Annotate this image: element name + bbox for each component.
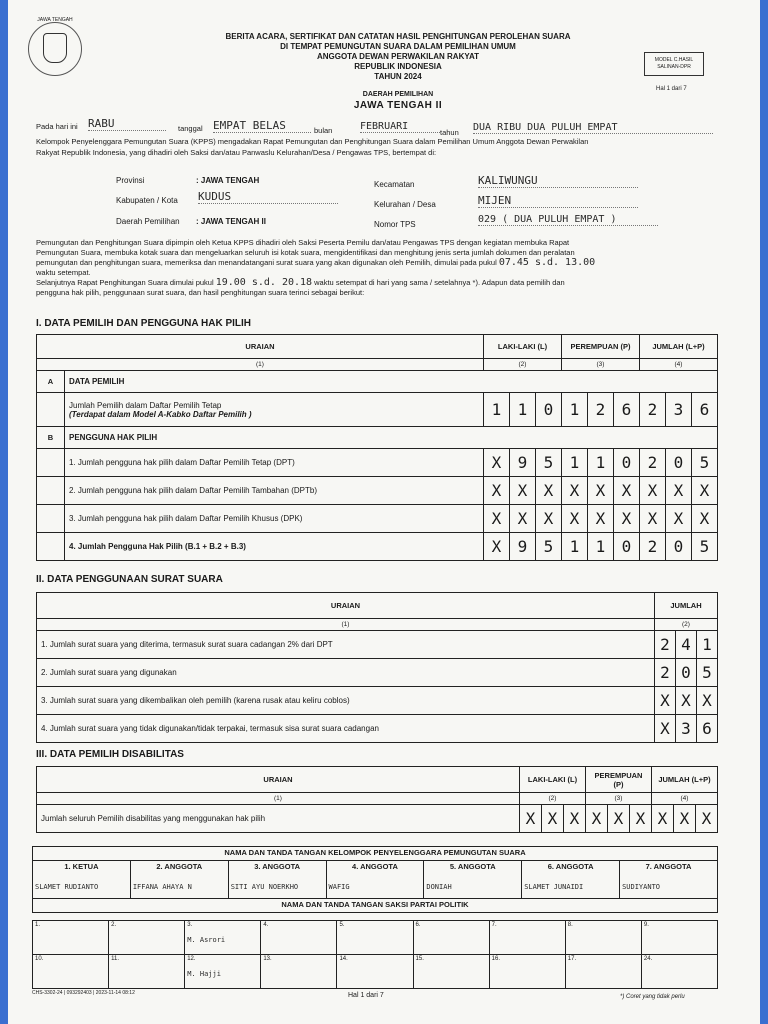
kpps-signature-table: NAMA DAN TANDA TANGAN KELOMPOK PENYELENGGARA PEMUNGUTAN SUARA 1. KETUA SLAMET RUDIANTO 2. ANGGOTA IFFANA AHAYA N 3. ANGGOTA SITI AYU NOERKHO 4. ANGGOTA WAFIG 5. ANGGOTA DONIAH 6. ANGGOTA SLAMET JUNAIDI 7. ANGGOTA SUDIYANTO NAMA DAN TANDA TANGAN SAKSI PARTAI POLITIK — [32, 846, 718, 913]
table-row: Jumlah seluruh Pemilih disabilitas yang menggunakan hak pilih X X X X X X X X X — [37, 805, 718, 833]
bulan-label: bulan — [314, 126, 333, 135]
form-page — [8, 0, 760, 1024]
start-time: 07.45 s.d. 13.00 — [498, 257, 596, 268]
group-a-label: DATA PEMILIH — [65, 371, 718, 393]
form-title: BERITA ACARA, SERTIFIKAT DAN CATATAN HASIL PENGHITUNGAN PEROLEHAN SUARA DI TEMPAT PEMUNGUTAN SUARA DALAM PEMILIHAN UMUM ANGGOTA DEWAN PERWAKILAN RAKYAT REPUBLIK INDONESIA TAHUN 2024 — [225, 32, 571, 81]
kelurahan-label: Kelurahan / Desa — [374, 200, 436, 209]
section-2-table: URAIAN JUMLAH (1) (2) 1. Jumlah surat suara yang diterima, termasuk surat suara cadangan 2% dari DPT 2 4 1 2. Jumlah surat suara yang digunakan 2 0 5 3. Jumlah surat suara yang dikembalikan oleh pemilih (karena rusak atau keliru coblos) X X X 4. Jumlah surat suara yang tidak digunakan/tidak terpakai, termasuk sisa surat suara cadangan X 3 6 — [36, 592, 718, 743]
daerah-pemilihan-value: : JAWA TENGAH II — [196, 217, 266, 226]
pada-hari-ini-label: Pada hari ini — [36, 122, 78, 131]
saksi-name: M. Asrori — [187, 936, 226, 944]
table-row: 1. Jumlah pengguna hak pilih dalam Daftar Pemilih Tetap (DPT) X 9 5 1 1 0 2 0 5 — [37, 449, 718, 477]
table-row: 1. Jumlah surat suara yang diterima, termasuk surat suara cadangan 2% dari DPT 2 4 1 — [37, 631, 718, 659]
procedure-paragraph: Pemungutan dan Penghitungan Suara dipimpin oleh Ketua KPPS dihadiri oleh Saksi Peserta Pemilu dan/atau Pengawas TPS dengan kegiatan membuka Rapat Pemungutan Suara, membuka kotak suara dan mengeluarkan seluruh isi kotak suara, mengidentifikasi dan menghitung jenis serta jumlah dokumen dan peralatan pemungutan dan penghitungan suara, memeriksa dan menandatangani surat suara yang akan digunakan oleh Pemilih, dimulai pada pukul 07.45 s.d. 13.00 waktu setempat. Selanjutnya Rapat Penghitungan Suara dimulai pukul 19.00 s.d. 20.18 waktu setempat di hari yang sama / setelahnya *). Adapun data pemilih dan pengguna hak pilih, penggunaan surat suara, dan hasil penghitungan suara terinci sebagai berikut: — [36, 238, 596, 297]
table-row: Jumlah Pemilih dalam Daftar Pemilih Tetap (Terdapat dalam Model A-Kabko Daftar Pemilih ) 1 1 0 1 2 6 2 3 6 — [37, 393, 718, 427]
signature-name: SUDIYANTO — [622, 883, 660, 891]
section-2-title: II. DATA PENGGUNAAN SURAT SUARA — [36, 574, 223, 585]
kabupaten-label: Kabupaten / Kota — [116, 196, 178, 205]
tahun-field: DUA RIBU DUA PULUH EMPAT — [473, 122, 713, 134]
table-row: 4. Jumlah surat suara yang tidak digunakan/tidak terpakai, termasuk sisa surat suara cadangan X 3 6 — [37, 715, 718, 743]
intro-line-3: Rakyat Republik Indonesia, yang dihadiri oleh Saksi dan/atau Panwaslu Kelurahan/Desa / Pengawas TPS, bertempat di: — [36, 148, 437, 157]
tps-value: 029 ( DUA PULUH EMPAT ) — [478, 214, 658, 226]
table-row: 3. Jumlah surat suara yang dikembalikan oleh pemilih (karena rusak atau keliru coblos) X X X — [37, 687, 718, 715]
group-b-label: PENGGUNA HAK PILIH — [65, 427, 718, 449]
daerah-pemilihan-label: Daerah Pemilihan — [116, 217, 180, 226]
footer-page: Hal 1 dari 7 — [348, 992, 384, 999]
signature-name: SLAMET RUDIANTO — [35, 883, 99, 891]
signature-name: DONIAH — [426, 883, 452, 891]
tps-label: Nomor TPS — [374, 220, 416, 229]
footer-note: *) Coret yang tidak perlu — [620, 994, 685, 1000]
signature-name: WAFIG — [328, 883, 350, 891]
signature-name: SLAMET JUNAIDI — [524, 883, 584, 891]
emblem-shield-icon — [43, 33, 67, 63]
tahun-label: tahun — [440, 128, 459, 137]
bulan-field: FEBRUARI — [360, 121, 440, 133]
model-box: MODEL C.HASIL SALINAN-DPR — [644, 52, 704, 76]
section-1-title: I. DATA PEMILIH DAN PENGGUNA HAK PILIH — [36, 318, 251, 329]
table-row: 3. Jumlah pengguna hak pilih dalam Daftar Pemilih Khusus (DPK) X X X X X X X X X — [37, 505, 718, 533]
provinsi-label: Provinsi — [116, 176, 145, 185]
saksi-name: M. Hajji — [187, 970, 221, 978]
kecamatan-value: KALIWUNGU — [478, 174, 638, 188]
saksi-signature-table: 1. 2. 3. M. Asrori 4. 5. 6. 7. 8. 9. 10. 11. 12. M. Hajji 13. 14. 15. 16. 17. 24. — [32, 920, 718, 989]
daerah-label: DAERAH PEMILIHAN — [362, 91, 434, 98]
signature-name: IFFANA AHAYA N — [132, 883, 192, 891]
page-number-top: Hal 1 dari 7 — [656, 86, 687, 92]
tanggal-field: EMPAT BELAS — [213, 119, 311, 133]
section-3-table: URAIAN LAKI-LAKI (L) PEREMPUAN (P) JUMLAH (L+P) (1) (2) (3) (4) Jumlah seluruh Pemilih disabilitas yang menggunakan hak pilih X X X X X X X X X — [36, 766, 718, 833]
emblem-top-text: JAWA TENGAH — [37, 17, 73, 23]
section-3-title: III. DATA PEMILIH DISABILITAS — [36, 749, 184, 760]
kabupaten-value: KUDUS — [198, 190, 338, 204]
provinsi-value: : JAWA TENGAH — [196, 176, 260, 185]
hari-field: RABU — [88, 117, 166, 131]
kecamatan-label: Kecamatan — [374, 180, 415, 189]
footer-code: CHS-3302-24 | 093292403 | 2023-11-14 08:12 — [32, 990, 135, 996]
section-1-table: URAIAN LAKI-LAKI (L) PEREMPUAN (P) JUMLAH (L+P) (1) (2) (3) (4) A DATA PEMILIH Jumlah Pemilih dalam Daftar Pemilih Tetap (Terdapat dalam Model A-Kabko Daftar Pemilih ) 1 1 0 1 2 6 2 3 6 B PENGGUNA HAK PILIH 1. Jumlah pengguna hak pilih dalam Daftar Pemilih Tetap (DPT) X 9 5 1 1 0 2 0 5 2. Jumlah pengguna hak pilih dalam Daftar Pemilih Tambahan (DPTb) X X X X X X X X X 3. Jumlah pengguna hak pilih dalam Daftar Pemilih Khusus (DPK) X X X X X X X X X 4. Jumlah Pengguna Hak Pilih (B.1 + B.2 + B.3) X 9 5 1 1 0 2 0 5 — [36, 334, 718, 561]
table-row: 2. Jumlah surat suara yang digunakan 2 0 5 — [37, 659, 718, 687]
tanggal-label: tanggal — [178, 124, 203, 133]
daerah-value: JAWA TENGAH II — [353, 100, 443, 111]
intro-line-2: Kelompok Penyelenggara Pemungutan Suara (KPPS) mengadakan Rapat Pemungutan dan Penghitungan Suara dalam Pemilihan Umum Anggota Dewan Perwakilan — [36, 137, 589, 146]
table-row: 4. Jumlah Pengguna Hak Pilih (B.1 + B.2 + B.3) X 9 5 1 1 0 2 0 5 — [37, 533, 718, 561]
signature-name: SITI AYU NOERKHO — [230, 883, 299, 891]
count-time: 19.00 s.d. 20.18 — [215, 277, 313, 288]
province-emblem — [28, 17, 82, 76]
table-row: 2. Jumlah pengguna hak pilih dalam Daftar Pemilih Tambahan (DPTb) X X X X X X X X X — [37, 477, 718, 505]
kelurahan-value: MIJEN — [478, 194, 638, 208]
